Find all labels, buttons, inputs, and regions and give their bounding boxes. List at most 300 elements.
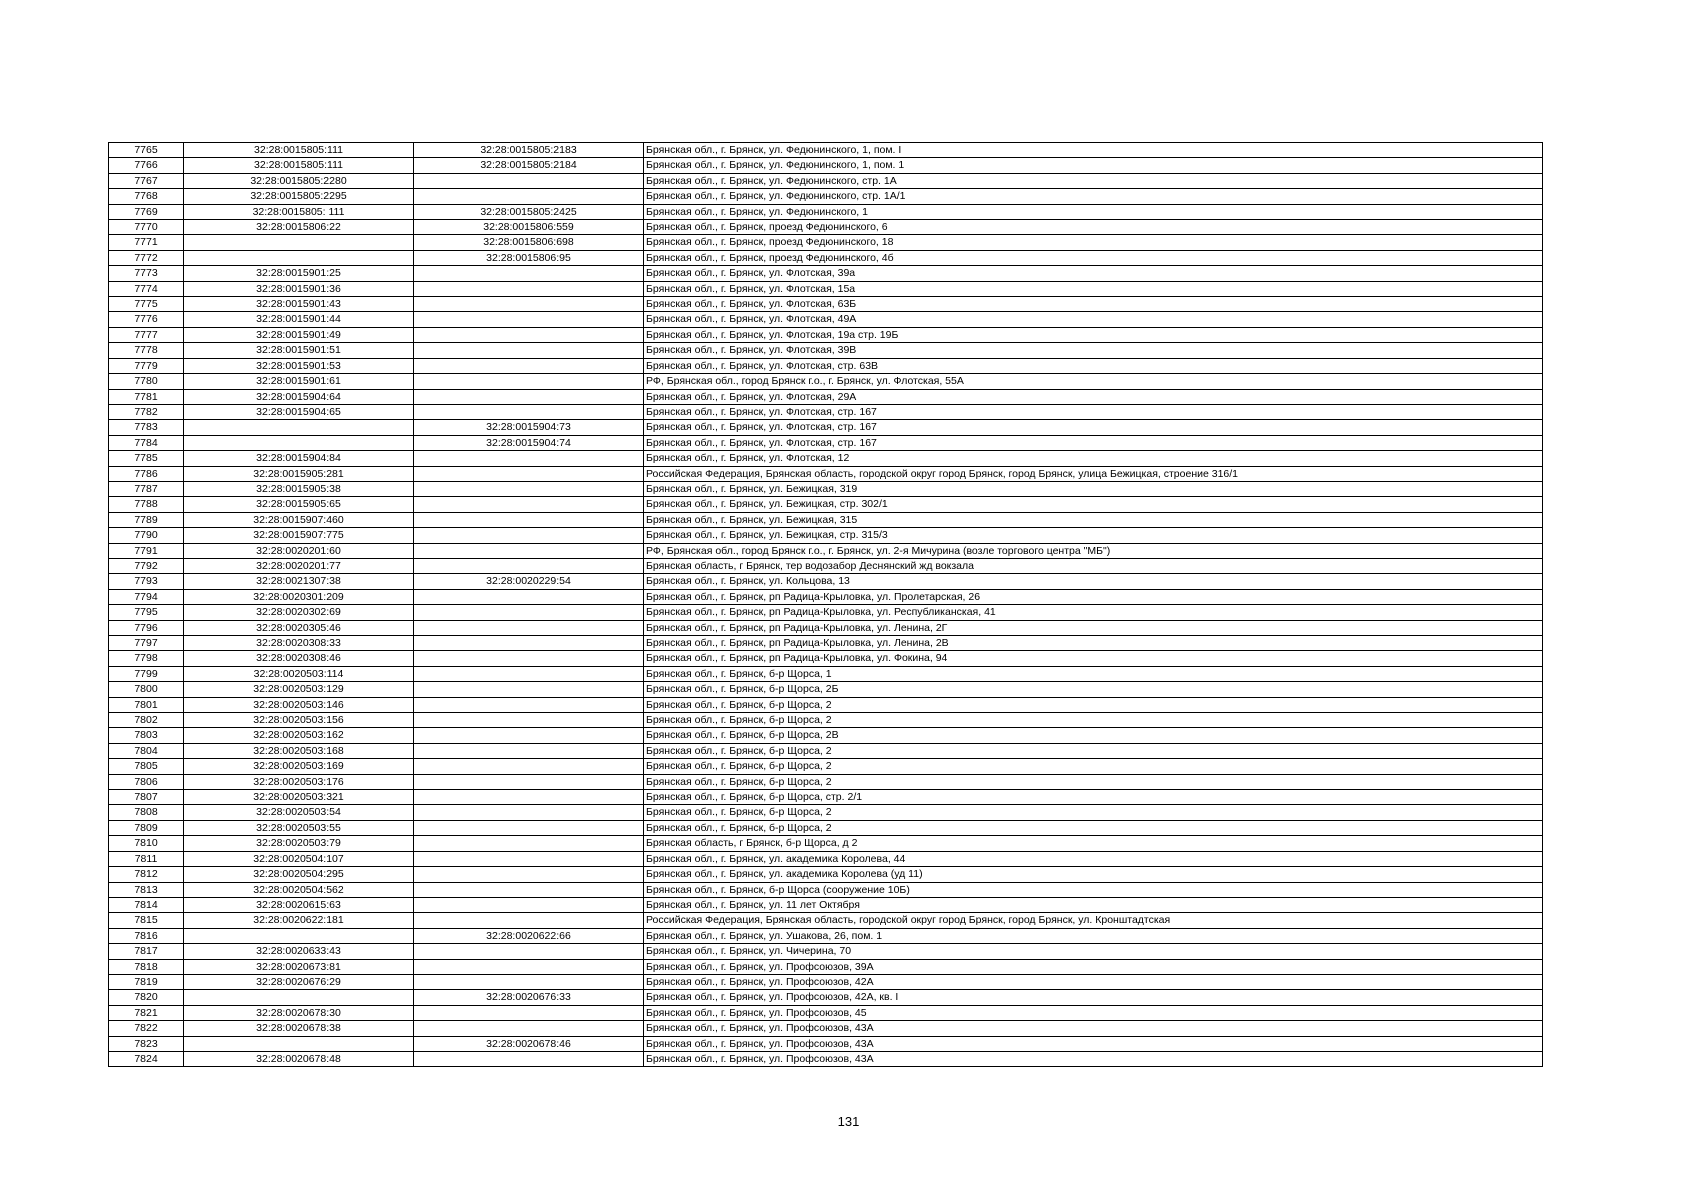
cadastral-number-cell (184, 928, 414, 943)
address-cell: Брянская обл., г. Брянск, ул. Профсоюзов, 45 (644, 1005, 1543, 1020)
row-number-cell: 7823 (109, 1036, 184, 1051)
row-number-cell: 7781 (109, 389, 184, 404)
table-row (109, 543, 1543, 558)
table-row (109, 266, 1543, 281)
object-cadastral-number-cell (414, 974, 644, 989)
cadastral-number-cell: 32:28:0020503:321 (184, 790, 414, 805)
address-cell: Брянская обл., г. Брянск, ул. академика Королева (уд 11) (644, 867, 1543, 882)
row-number-cell: 7808 (109, 805, 184, 820)
cadastral-number-cell: 32:28:0015907:775 (184, 528, 414, 543)
cadastral-number-cell: 32:28:0020504:562 (184, 882, 414, 897)
row-number-cell: 7779 (109, 358, 184, 373)
row-number-cell: 7789 (109, 512, 184, 527)
address-cell: Брянская обл., г. Брянск, ул. Флотская, 12 (644, 451, 1543, 466)
object-cadastral-number-cell (414, 944, 644, 959)
address-cell: Брянская обл., г. Брянск, ул. Профсоюзов, 43А (644, 1051, 1543, 1066)
table-row (109, 774, 1543, 789)
table-row (109, 867, 1543, 882)
address-cell: Российская Федерация, Брянская область, городской округ город Брянск, город Брянск, улица Бежицкая, строение 316/1 (644, 466, 1543, 481)
object-cadastral-number-cell: 32:28:0015904:74 (414, 435, 644, 450)
address-cell: Брянская обл., г. Брянск, ул. Флотская, 15а (644, 281, 1543, 296)
table-row (109, 466, 1543, 481)
cadastral-number-cell: 32:28:0020503:176 (184, 774, 414, 789)
address-cell: Брянская обл., г. Брянск, ул. Профсоюзов, 43А (644, 1021, 1543, 1036)
address-cell: Брянская обл., г. Брянск, ул. Бежицкая, 319 (644, 481, 1543, 496)
cadastral-number-cell: 32:28:0020678:48 (184, 1051, 414, 1066)
address-cell: Брянская обл., г. Брянск, б-р Щорса, 2 (644, 820, 1543, 835)
address-cell: Брянская обл., г. Брянск, б-р Щорса, 2В (644, 728, 1543, 743)
cadastral-number-cell: 32:28:0020302:69 (184, 605, 414, 620)
row-number-cell: 7818 (109, 959, 184, 974)
row-number-cell: 7785 (109, 451, 184, 466)
cadastral-number-cell: 32:28:0015901:51 (184, 343, 414, 358)
address-cell: Брянская обл., г. Брянск, рп Радица-Крыловка, ул. Ленина, 2Г (644, 620, 1543, 635)
object-cadastral-number-cell (414, 312, 644, 327)
address-cell: Брянская обл., г. Брянск, ул. Бежицкая, стр. 302/1 (644, 497, 1543, 512)
object-cadastral-number-cell (414, 389, 644, 404)
object-cadastral-number-cell (414, 728, 644, 743)
row-number-cell: 7783 (109, 420, 184, 435)
table-row (109, 158, 1543, 173)
address-cell: Брянская обл., г. Брянск, б-р Щорса, 2 (644, 759, 1543, 774)
cadastral-number-cell: 32:28:0015905:281 (184, 466, 414, 481)
table-row (109, 805, 1543, 820)
table-row (109, 1005, 1543, 1020)
cadastral-number-cell: 32:28:0020308:33 (184, 636, 414, 651)
table-row (109, 836, 1543, 851)
row-number-cell: 7771 (109, 235, 184, 250)
address-cell: РФ, Брянская обл., город Брянск г.о., г. Брянск, ул. Флотская, 55А (644, 374, 1543, 389)
object-cadastral-number-cell: 32:28:0020622:66 (414, 928, 644, 943)
address-cell: Брянская обл., г. Брянск, ул. академика Королева, 44 (644, 851, 1543, 866)
object-cadastral-number-cell (414, 266, 644, 281)
row-number-cell: 7819 (109, 974, 184, 989)
address-cell: Брянская обл., г. Брянск, ул. Федюнинского, 1 (644, 204, 1543, 219)
registry-table-body (109, 143, 1543, 1067)
row-number-cell: 7775 (109, 297, 184, 312)
address-cell: Брянская обл., г. Брянск, б-р Щорса, 2 (644, 743, 1543, 758)
object-cadastral-number-cell (414, 189, 644, 204)
table-row (109, 281, 1543, 296)
table-row (109, 528, 1543, 543)
address-cell: Брянская обл., г. Брянск, рп Радица-Крыловка, ул. Фокина, 94 (644, 651, 1543, 666)
address-cell: Брянская обл., г. Брянск, ул. Федюнинского, 1, пом. 1 (644, 158, 1543, 173)
object-cadastral-number-cell (414, 805, 644, 820)
cadastral-number-cell: 32:28:0015805: 111 (184, 204, 414, 219)
cadastral-number-cell: 32:28:0020503:146 (184, 697, 414, 712)
cadastral-number-cell: 32:28:0015907:460 (184, 512, 414, 527)
cadastral-number-cell: 32:28:0015904:65 (184, 404, 414, 419)
address-cell: Брянская обл., г. Брянск, ул. Флотская, стр. 167 (644, 435, 1543, 450)
address-cell: Брянская обл., г. Брянск, ул. Ушакова, 26, пом. 1 (644, 928, 1543, 943)
address-cell: Брянская обл., г. Брянск, ул. Флотская, стр. 167 (644, 404, 1543, 419)
table-row (109, 189, 1543, 204)
address-cell: Брянская обл., г. Брянск, ул. Флотская, 29А (644, 389, 1543, 404)
address-cell: Брянская обл., г. Брянск, б-р Щорса, 1 (644, 666, 1543, 681)
table-row (109, 605, 1543, 620)
row-number-cell: 7787 (109, 481, 184, 496)
address-cell: Брянская обл., г. Брянск, ул. Профсоюзов, 39А (644, 959, 1543, 974)
table-row (109, 389, 1543, 404)
object-cadastral-number-cell: 32:28:0015806:698 (414, 235, 644, 250)
table-row (109, 651, 1543, 666)
row-number-cell: 7816 (109, 928, 184, 943)
cadastral-number-cell: 32:28:0020673:81 (184, 959, 414, 974)
address-cell: Брянская обл., г. Брянск, ул. Профсоюзов, 42А (644, 974, 1543, 989)
row-number-cell: 7804 (109, 743, 184, 758)
cadastral-number-cell: 32:28:0020503:162 (184, 728, 414, 743)
cadastral-number-cell: 32:28:0020503:79 (184, 836, 414, 851)
row-number-cell: 7809 (109, 820, 184, 835)
address-cell: Брянская обл., г. Брянск, ул. Флотская, стр. 167 (644, 420, 1543, 435)
object-cadastral-number-cell (414, 173, 644, 188)
table-row (109, 636, 1543, 651)
object-cadastral-number-cell (414, 451, 644, 466)
object-cadastral-number-cell: 32:28:0015806:95 (414, 250, 644, 265)
table-row (109, 250, 1543, 265)
address-cell: Брянская обл., г. Брянск, ул. 11 лет Октября (644, 897, 1543, 912)
row-number-cell: 7806 (109, 774, 184, 789)
address-cell: Брянская обл., г. Брянск, ул. Профсоюзов, 42А, кв. I (644, 990, 1543, 1005)
table-row (109, 589, 1543, 604)
cadastral-number-cell: 32:28:0015901:44 (184, 312, 414, 327)
row-number-cell: 7790 (109, 528, 184, 543)
table-row (109, 713, 1543, 728)
table-row (109, 297, 1543, 312)
object-cadastral-number-cell (414, 1051, 644, 1066)
row-number-cell: 7801 (109, 697, 184, 712)
row-number-cell: 7805 (109, 759, 184, 774)
table-row (109, 420, 1543, 435)
table-row (109, 220, 1543, 235)
row-number-cell: 7792 (109, 558, 184, 573)
address-cell: РФ, Брянская обл., город Брянск г.о., г. Брянск, ул. 2-я Мичурина (возле торгового центра "МБ") (644, 543, 1543, 558)
address-cell: Брянская область, г Брянск, б-р Щорса, д 2 (644, 836, 1543, 851)
object-cadastral-number-cell (414, 281, 644, 296)
object-cadastral-number-cell (414, 528, 644, 543)
object-cadastral-number-cell (414, 358, 644, 373)
object-cadastral-number-cell (414, 512, 644, 527)
object-cadastral-number-cell (414, 297, 644, 312)
table-row (109, 820, 1543, 835)
object-cadastral-number-cell (414, 836, 644, 851)
cadastral-number-cell: 32:28:0020305:46 (184, 620, 414, 635)
address-cell: Брянская обл., г. Брянск, ул. Флотская, стр. 63В (644, 358, 1543, 373)
object-cadastral-number-cell (414, 374, 644, 389)
object-cadastral-number-cell: 32:28:0020676:33 (414, 990, 644, 1005)
object-cadastral-number-cell (414, 1021, 644, 1036)
cadastral-number-cell (184, 1036, 414, 1051)
row-number-cell: 7796 (109, 620, 184, 635)
table-row (109, 173, 1543, 188)
cadastral-number-cell: 32:28:0015905:38 (184, 481, 414, 496)
object-cadastral-number-cell (414, 1005, 644, 1020)
table-row (109, 481, 1543, 496)
row-number-cell: 7795 (109, 605, 184, 620)
cadastral-number-cell: 32:28:0020503:55 (184, 820, 414, 835)
row-number-cell: 7788 (109, 497, 184, 512)
registry-table (108, 142, 1543, 1067)
address-cell: Брянская обл., г. Брянск, ул. Флотская, 19а стр. 19Б (644, 327, 1543, 342)
row-number-cell: 7821 (109, 1005, 184, 1020)
address-cell: Брянская обл., г. Брянск, проезд Федюнинского, 6 (644, 220, 1543, 235)
object-cadastral-number-cell (414, 790, 644, 805)
address-cell: Российская Федерация, Брянская область, городской округ город Брянск, город Брянск, ул. Кронштадтская (644, 913, 1543, 928)
table-row (109, 620, 1543, 635)
object-cadastral-number-cell (414, 497, 644, 512)
object-cadastral-number-cell: 32:28:0015904:73 (414, 420, 644, 435)
cadastral-number-cell: 32:28:0020622:181 (184, 913, 414, 928)
cadastral-number-cell: 32:28:0015805:2295 (184, 189, 414, 204)
table-row (109, 928, 1543, 943)
table-row (109, 944, 1543, 959)
row-number-cell: 7803 (109, 728, 184, 743)
row-number-cell: 7824 (109, 1051, 184, 1066)
table-row (109, 851, 1543, 866)
cadastral-number-cell: 32:28:0020503:129 (184, 682, 414, 697)
row-number-cell: 7768 (109, 189, 184, 204)
address-cell: Брянская обл., г. Брянск, б-р Щорса, 2 (644, 805, 1543, 820)
object-cadastral-number-cell (414, 743, 644, 758)
table-row (109, 404, 1543, 419)
address-cell: Брянская обл., г. Брянск, ул. Флотская, 39В (644, 343, 1543, 358)
row-number-cell: 7791 (109, 543, 184, 558)
cadastral-number-cell: 32:28:0020308:46 (184, 651, 414, 666)
object-cadastral-number-cell (414, 466, 644, 481)
cadastral-number-cell: 32:28:0015905:65 (184, 497, 414, 512)
object-cadastral-number-cell: 32:28:0020678:46 (414, 1036, 644, 1051)
address-cell: Брянская обл., г. Брянск, ул. Федюнинского, стр. 1А/1 (644, 189, 1543, 204)
object-cadastral-number-cell (414, 713, 644, 728)
table-row (109, 666, 1543, 681)
cadastral-number-cell: 32:28:0015901:36 (184, 281, 414, 296)
cadastral-number-cell: 32:28:0020503:114 (184, 666, 414, 681)
cadastral-number-cell: 32:28:0020201:77 (184, 558, 414, 573)
table-row (109, 1051, 1543, 1066)
address-cell: Брянская обл., г. Брянск, рп Радица-Крыловка, ул. Ленина, 2В (644, 636, 1543, 651)
row-number-cell: 7813 (109, 882, 184, 897)
address-cell: Брянская обл., г. Брянск, ул. Федюнинского, 1, пом. I (644, 143, 1543, 158)
row-number-cell: 7777 (109, 327, 184, 342)
table-row (109, 358, 1543, 373)
row-number-cell: 7780 (109, 374, 184, 389)
row-number-cell: 7765 (109, 143, 184, 158)
object-cadastral-number-cell (414, 867, 644, 882)
cadastral-number-cell: 32:28:0020678:30 (184, 1005, 414, 1020)
table-row (109, 882, 1543, 897)
object-cadastral-number-cell: 32:28:0015805:2183 (414, 143, 644, 158)
cadastral-number-cell: 32:28:0020633:43 (184, 944, 414, 959)
object-cadastral-number-cell (414, 558, 644, 573)
cadastral-number-cell: 32:28:0015805:2280 (184, 173, 414, 188)
table-row (109, 512, 1543, 527)
object-cadastral-number-cell (414, 851, 644, 866)
object-cadastral-number-cell (414, 774, 644, 789)
row-number-cell: 7782 (109, 404, 184, 419)
row-number-cell: 7772 (109, 250, 184, 265)
row-number-cell: 7822 (109, 1021, 184, 1036)
row-number-cell: 7817 (109, 944, 184, 959)
table-row (109, 759, 1543, 774)
cadastral-number-cell (184, 420, 414, 435)
table-row (109, 913, 1543, 928)
row-number-cell: 7767 (109, 173, 184, 188)
object-cadastral-number-cell (414, 404, 644, 419)
table-row (109, 327, 1543, 342)
cadastral-number-cell: 32:28:0015904:64 (184, 389, 414, 404)
cadastral-number-cell: 32:28:0020615:63 (184, 897, 414, 912)
address-cell: Брянская обл., г. Брянск, б-р Щорса, стр. 2/1 (644, 790, 1543, 805)
object-cadastral-number-cell: 32:28:0015806:559 (414, 220, 644, 235)
row-number-cell: 7766 (109, 158, 184, 173)
cadastral-number-cell (184, 435, 414, 450)
address-cell: Брянская обл., г. Брянск, проезд Федюнинского, 4б (644, 250, 1543, 265)
row-number-cell: 7799 (109, 666, 184, 681)
object-cadastral-number-cell (414, 543, 644, 558)
row-number-cell: 7810 (109, 836, 184, 851)
table-row (109, 435, 1543, 450)
cadastral-number-cell: 32:28:0020678:38 (184, 1021, 414, 1036)
cadastral-number-cell (184, 250, 414, 265)
object-cadastral-number-cell: 32:28:0015805:2425 (414, 204, 644, 219)
row-number-cell: 7814 (109, 897, 184, 912)
address-cell: Брянская обл., г. Брянск, ул. Бежицкая, 315 (644, 512, 1543, 527)
object-cadastral-number-cell (414, 697, 644, 712)
address-cell: Брянская обл., г. Брянск, ул. Федюнинского, стр. 1А (644, 173, 1543, 188)
cadastral-number-cell: 32:28:0020504:107 (184, 851, 414, 866)
row-number-cell: 7778 (109, 343, 184, 358)
cadastral-number-cell: 32:28:0020503:54 (184, 805, 414, 820)
object-cadastral-number-cell (414, 481, 644, 496)
cadastral-number-cell (184, 990, 414, 1005)
cadastral-number-cell: 32:28:0015806:22 (184, 220, 414, 235)
object-cadastral-number-cell (414, 759, 644, 774)
table-row (109, 451, 1543, 466)
table-row (109, 990, 1543, 1005)
row-number-cell: 7820 (109, 990, 184, 1005)
object-cadastral-number-cell (414, 882, 644, 897)
address-cell: Брянская обл., г. Брянск, б-р Щорса, 2 (644, 713, 1543, 728)
table-row (109, 790, 1543, 805)
cadastral-number-cell: 32:28:0020503:168 (184, 743, 414, 758)
address-cell: Брянская обл., г. Брянск, ул. Чичерина, 70 (644, 944, 1543, 959)
object-cadastral-number-cell: 32:28:0015805:2184 (414, 158, 644, 173)
table-row (109, 974, 1543, 989)
object-cadastral-number-cell (414, 605, 644, 620)
address-cell: Брянская обл., г. Брянск, ул. Бежицкая, стр. 315/3 (644, 528, 1543, 543)
row-number-cell: 7800 (109, 682, 184, 697)
object-cadastral-number-cell (414, 820, 644, 835)
cadastral-number-cell: 32:28:0020676:29 (184, 974, 414, 989)
row-number-cell: 7798 (109, 651, 184, 666)
address-cell: Брянская обл., г. Брянск, ул. Профсоюзов, 43А (644, 1036, 1543, 1051)
row-number-cell: 7793 (109, 574, 184, 589)
object-cadastral-number-cell (414, 343, 644, 358)
cadastral-number-cell: 32:28:0015901:53 (184, 358, 414, 373)
cadastral-number-cell: 32:28:0020301:209 (184, 589, 414, 604)
address-cell: Брянская обл., г. Брянск, рп Радица-Крыловка, ул. Пролетарская, 26 (644, 589, 1543, 604)
table-row (109, 235, 1543, 250)
row-number-cell: 7815 (109, 913, 184, 928)
table-row (109, 343, 1543, 358)
table-row (109, 204, 1543, 219)
table-row (109, 558, 1543, 573)
table-row (109, 497, 1543, 512)
address-cell: Брянская обл., г. Брянск, ул. Флотская, 63Б (644, 297, 1543, 312)
table-row (109, 1036, 1543, 1051)
cadastral-number-cell: 32:28:0015901:43 (184, 297, 414, 312)
row-number-cell: 7794 (109, 589, 184, 604)
object-cadastral-number-cell: 32:28:0020229:54 (414, 574, 644, 589)
object-cadastral-number-cell (414, 327, 644, 342)
cadastral-number-cell: 32:28:0015805:111 (184, 158, 414, 173)
row-number-cell: 7797 (109, 636, 184, 651)
table-row (109, 374, 1543, 389)
row-number-cell: 7784 (109, 435, 184, 450)
table-row (109, 312, 1543, 327)
object-cadastral-number-cell (414, 682, 644, 697)
object-cadastral-number-cell (414, 620, 644, 635)
row-number-cell: 7811 (109, 851, 184, 866)
cadastral-number-cell: 32:28:0015901:49 (184, 327, 414, 342)
address-cell: Брянская обл., г. Брянск, б-р Щорса (сооружение 10Б) (644, 882, 1543, 897)
object-cadastral-number-cell (414, 913, 644, 928)
table-row (109, 897, 1543, 912)
cadastral-number-cell: 32:28:0015805:111 (184, 143, 414, 158)
object-cadastral-number-cell (414, 636, 644, 651)
table-row (109, 959, 1543, 974)
cadastral-number-cell: 32:28:0021307:38 (184, 574, 414, 589)
address-cell: Брянская обл., г. Брянск, рп Радица-Крыловка, ул. Республиканская, 41 (644, 605, 1543, 620)
cadastral-number-cell (184, 235, 414, 250)
row-number-cell: 7773 (109, 266, 184, 281)
object-cadastral-number-cell (414, 666, 644, 681)
row-number-cell: 7769 (109, 204, 184, 219)
address-cell: Брянская обл., г. Брянск, б-р Щорса, 2 (644, 774, 1543, 789)
address-cell: Брянская обл., г. Брянск, проезд Федюнинского, 18 (644, 235, 1543, 250)
cadastral-number-cell: 32:28:0015901:61 (184, 374, 414, 389)
table-row (109, 743, 1543, 758)
address-cell: Брянская обл., г. Брянск, ул. Флотская, 39а (644, 266, 1543, 281)
address-cell: Брянская обл., г. Брянск, ул. Флотская, 49А (644, 312, 1543, 327)
cadastral-number-cell: 32:28:0015901:25 (184, 266, 414, 281)
cadastral-number-cell: 32:28:0015904:84 (184, 451, 414, 466)
table-row (109, 728, 1543, 743)
address-cell: Брянская обл., г. Брянск, б-р Щорса, 2 (644, 697, 1543, 712)
object-cadastral-number-cell (414, 589, 644, 604)
address-cell: Брянская обл., г. Брянск, б-р Щорса, 2Б (644, 682, 1543, 697)
row-number-cell: 7770 (109, 220, 184, 235)
row-number-cell: 7786 (109, 466, 184, 481)
address-cell: Брянская обл., г. Брянск, ул. Кольцова, 13 (644, 574, 1543, 589)
row-number-cell: 7774 (109, 281, 184, 296)
table-row (109, 697, 1543, 712)
object-cadastral-number-cell (414, 651, 644, 666)
table-row (109, 143, 1543, 158)
row-number-cell: 7812 (109, 867, 184, 882)
cadastral-number-cell: 32:28:0020201:60 (184, 543, 414, 558)
page-number: 131 (837, 1114, 860, 1129)
row-number-cell: 7807 (109, 790, 184, 805)
address-cell: Брянская область, г Брянск, тер водозабор Деснянский жд вокзала (644, 558, 1543, 573)
table-row (109, 1021, 1543, 1036)
object-cadastral-number-cell (414, 897, 644, 912)
row-number-cell: 7776 (109, 312, 184, 327)
object-cadastral-number-cell (414, 959, 644, 974)
row-number-cell: 7802 (109, 713, 184, 728)
cadastral-number-cell: 32:28:0020504:295 (184, 867, 414, 882)
cadastral-number-cell: 32:28:0020503:169 (184, 759, 414, 774)
